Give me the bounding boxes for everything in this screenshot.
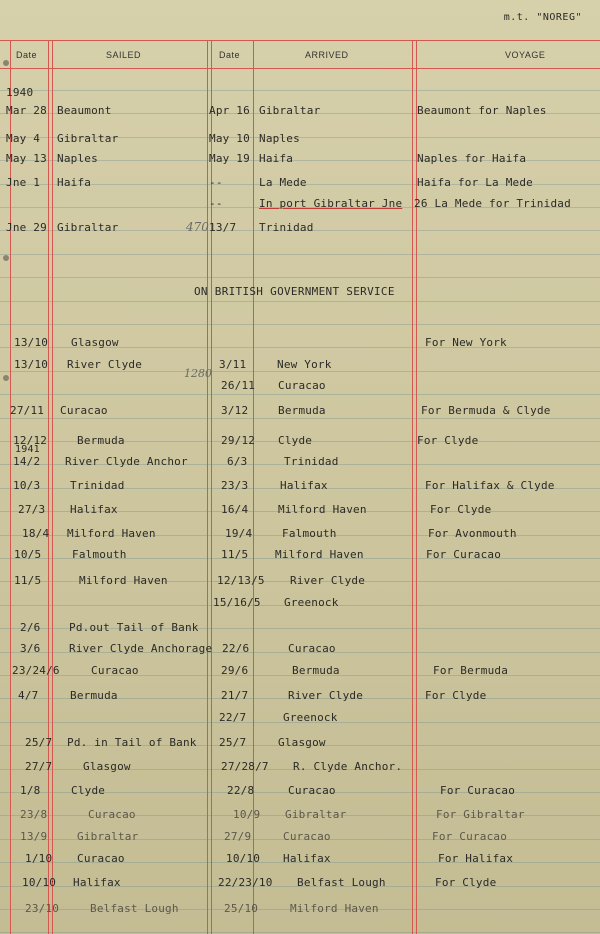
- sailed-date: 18/4: [22, 527, 50, 540]
- sailed-port: Belfast Lough: [90, 902, 179, 915]
- arrived-port: River Clyde: [288, 689, 364, 702]
- arrived-date: 3/11: [219, 358, 247, 371]
- arrived-port: Gibraltar: [259, 104, 321, 117]
- arrived-port: River Clyde: [290, 574, 366, 587]
- ruled-line: [0, 277, 600, 278]
- sailed-date: 13/10: [14, 358, 49, 371]
- sailed-port: Gibraltar: [77, 830, 139, 843]
- sailed-date: 2/6: [20, 621, 41, 634]
- arrived-date: 25/10: [224, 902, 259, 915]
- arrived-date: 3/12: [221, 404, 249, 417]
- arrived-port: Halifax: [280, 479, 328, 492]
- binder-hole: [3, 60, 9, 66]
- sailed-date: 27/11: [10, 404, 45, 417]
- arrived-date: 19/4: [225, 527, 253, 540]
- sailed-date: 1/8: [20, 784, 41, 797]
- voyage-description: For Curacao: [426, 548, 502, 561]
- sailed-date: 23/8: [20, 808, 48, 821]
- sailed-date: 27/3: [18, 503, 46, 516]
- sailed-port: Bermuda: [70, 689, 118, 702]
- arrived-date: 13/7: [209, 221, 237, 234]
- arrived-port: Belfast Lough: [297, 876, 386, 889]
- sailed-port: Glasgow: [83, 760, 131, 773]
- arrived-date: 22/7: [219, 711, 247, 724]
- sailed-date: May 4: [6, 132, 41, 145]
- arrived-port: Curacao: [288, 784, 336, 797]
- column-header-arrived: ARRIVED: [305, 50, 349, 60]
- arrived-port: Gibraltar: [285, 808, 347, 821]
- arrived-date: 21/7: [221, 689, 249, 702]
- voyage-description: For Gibraltar: [436, 808, 525, 821]
- sailed-port: Haifa: [57, 176, 92, 189]
- arrived-port: Glasgow: [278, 736, 326, 749]
- sailed-port: Pd.out Tail of Bank: [69, 621, 199, 634]
- arrived-date: May 19: [209, 152, 250, 165]
- arrived-date: 22/8: [227, 784, 255, 797]
- arrived-date: 10/10: [226, 852, 261, 865]
- column-rule-arrived: [412, 40, 417, 934]
- sailed-date: 23/24/6: [12, 664, 60, 677]
- column-header-date-arrived: Date: [219, 50, 241, 60]
- arrived-date: 12/13/5: [217, 574, 265, 587]
- sailed-port: River Clyde: [67, 358, 143, 371]
- arrived-date: --: [209, 197, 223, 210]
- voyage-description: For Curacao: [432, 830, 508, 843]
- sailed-port: Beaumont: [57, 104, 112, 117]
- sailed-date: 10/3: [13, 479, 41, 492]
- sailed-port: Halifax: [70, 503, 118, 516]
- sailed-port: Curacao: [77, 852, 125, 865]
- arrived-port: Haifa: [259, 152, 294, 165]
- arrived-port: Greenock: [283, 711, 338, 724]
- sailed-date: 23/10: [25, 902, 60, 915]
- header-top-rule: [0, 40, 600, 41]
- pencil-note: 470: [186, 220, 209, 234]
- sailed-port: Bermuda: [77, 434, 125, 447]
- ship-name: m.t. "NOREG": [503, 12, 582, 23]
- column-header-sailed: SAILED: [106, 50, 142, 60]
- arrived-port: Bermuda: [292, 664, 340, 677]
- arrived-port: Milford Haven: [275, 548, 364, 561]
- sailed-port: Falmouth: [72, 548, 127, 561]
- sailed-port: River Clyde Anchorage: [69, 642, 213, 655]
- arrived-date: 26/11: [221, 379, 256, 392]
- arrived-date: 22/23/10: [218, 876, 273, 889]
- arrived-date: 15/16/5: [213, 596, 261, 609]
- column-header-voyage: VOYAGE: [505, 50, 546, 60]
- section-title: ON BRITISH GOVERNMENT SERVICE: [194, 285, 395, 298]
- sailed-date: May 13: [6, 152, 47, 165]
- sailed-date: 12/12: [13, 434, 48, 447]
- voyage-description: For Halifax & Clyde: [425, 479, 555, 492]
- voyage-description: For Clyde: [430, 503, 492, 516]
- arrived-port: Trinidad: [259, 221, 314, 234]
- voyage-description: For Clyde: [417, 434, 479, 447]
- column-header-date-sailed: Date: [16, 50, 38, 60]
- voyage-description: For Curacao: [440, 784, 516, 797]
- sailed-date: Jne 1: [6, 176, 41, 189]
- sailed-date: 13/9: [20, 830, 48, 843]
- header-bottom-rule: [0, 68, 600, 69]
- year-label-1941: 1941: [15, 444, 40, 455]
- ruled-line: [0, 394, 600, 395]
- sailed-port: Curacao: [88, 808, 136, 821]
- arrived-port: Milford Haven: [278, 503, 367, 516]
- arrived-date: Apr 16: [209, 104, 250, 117]
- arrived-date: 27/28/7: [221, 760, 269, 773]
- arrived-port: Halifax: [283, 852, 331, 865]
- year-label-1940: 1940: [6, 86, 34, 99]
- ruled-line: [0, 324, 600, 325]
- arrived-date: 10/9: [233, 808, 261, 821]
- sailed-date: 27/7: [25, 760, 53, 773]
- sailed-date: 4/7: [18, 689, 39, 702]
- sailed-date: 10/5: [14, 548, 42, 561]
- arrived-date: 11/5: [221, 548, 249, 561]
- arrived-port: Naples: [259, 132, 300, 145]
- sailed-port: Curacao: [91, 664, 139, 677]
- column-rule-date2: [253, 40, 254, 934]
- voyage-description: Beaumont for Naples: [417, 104, 547, 117]
- sailed-date: 14/2: [13, 455, 41, 468]
- sailed-port: Milford Haven: [79, 574, 168, 587]
- voyage-description: For Clyde: [425, 689, 487, 702]
- arrived-date: 25/7: [219, 736, 247, 749]
- sailed-date: Jne 29: [6, 221, 47, 234]
- sailed-port: Glasgow: [71, 336, 119, 349]
- ruled-line: [0, 301, 600, 302]
- voyage-description: Naples for Haifa: [417, 152, 527, 165]
- sailed-port: Gibraltar: [57, 132, 119, 145]
- sailed-port: Naples: [57, 152, 98, 165]
- voyage-description: 26 La Mede for Trinidad: [414, 197, 571, 210]
- sailed-date: 11/5: [14, 574, 42, 587]
- binder-hole: [3, 255, 9, 261]
- arrived-date: 27/9: [224, 830, 252, 843]
- ruled-line: [0, 254, 600, 255]
- binder-hole: [3, 375, 9, 381]
- sailed-port: Trinidad: [70, 479, 125, 492]
- column-rule-left: [10, 40, 11, 934]
- ruled-line: [0, 371, 600, 372]
- voyage-description: Haifa for La Mede: [417, 176, 533, 189]
- sailed-port: River Clyde Anchor: [65, 455, 188, 468]
- sailed-port: Curacao: [60, 404, 108, 417]
- sailed-port: Milford Haven: [67, 527, 156, 540]
- arrived-date: 23/3: [221, 479, 249, 492]
- sailed-port: Clyde: [71, 784, 106, 797]
- sailed-date: Mar 28: [6, 104, 47, 117]
- arrived-port: Curacao: [283, 830, 331, 843]
- sailed-date: 13/10: [14, 336, 49, 349]
- voyage-description: For Clyde: [435, 876, 497, 889]
- ruled-line: [0, 418, 600, 419]
- sailed-date: 1/10: [25, 852, 53, 865]
- arrived-port: Milford Haven: [290, 902, 379, 915]
- voyage-description: For Bermuda & Clyde: [421, 404, 551, 417]
- arrived-date: 29/6: [221, 664, 249, 677]
- arrived-date: 16/4: [221, 503, 249, 516]
- arrived-port: Trinidad: [284, 455, 339, 468]
- sailed-date: 25/7: [25, 736, 53, 749]
- arrived-port: Curacao: [288, 642, 336, 655]
- arrived-port: R. Clyde Anchor.: [293, 760, 403, 773]
- sailed-port: Gibraltar: [57, 221, 119, 234]
- pencil-note: 1280: [184, 367, 212, 380]
- arrived-port: Clyde: [278, 434, 313, 447]
- arrived-date: 29/12: [221, 434, 256, 447]
- voyage-description: For New York: [425, 336, 507, 349]
- arrived-date: --: [209, 176, 223, 189]
- voyage-description: For Avonmouth: [428, 527, 517, 540]
- arrived-port: Falmouth: [282, 527, 337, 540]
- arrived-port: Bermuda: [278, 404, 326, 417]
- voyage-description: For Bermuda: [433, 664, 509, 677]
- ruled-line: [0, 932, 600, 933]
- arrived-port: New York: [277, 358, 332, 371]
- sailed-date: 3/6: [20, 642, 41, 655]
- sailed-date: 10/10: [22, 876, 57, 889]
- arrived-date: May 10: [209, 132, 250, 145]
- arrived-port: Greenock: [284, 596, 339, 609]
- column-rule-date1: [48, 40, 53, 934]
- ruled-line: [0, 90, 600, 91]
- arrived-port: Curacao: [278, 379, 326, 392]
- arrived-date: 6/3: [227, 455, 248, 468]
- arrived-port: In port Gibraltar Jne: [259, 197, 403, 210]
- sailed-port: Pd. in Tail of Bank: [67, 736, 197, 749]
- arrived-port: La Mede: [259, 176, 307, 189]
- arrived-date: 22/6: [222, 642, 250, 655]
- sailed-port: Halifax: [73, 876, 121, 889]
- voyage-description: For Halifax: [438, 852, 514, 865]
- column-rule-sailed: [207, 40, 212, 934]
